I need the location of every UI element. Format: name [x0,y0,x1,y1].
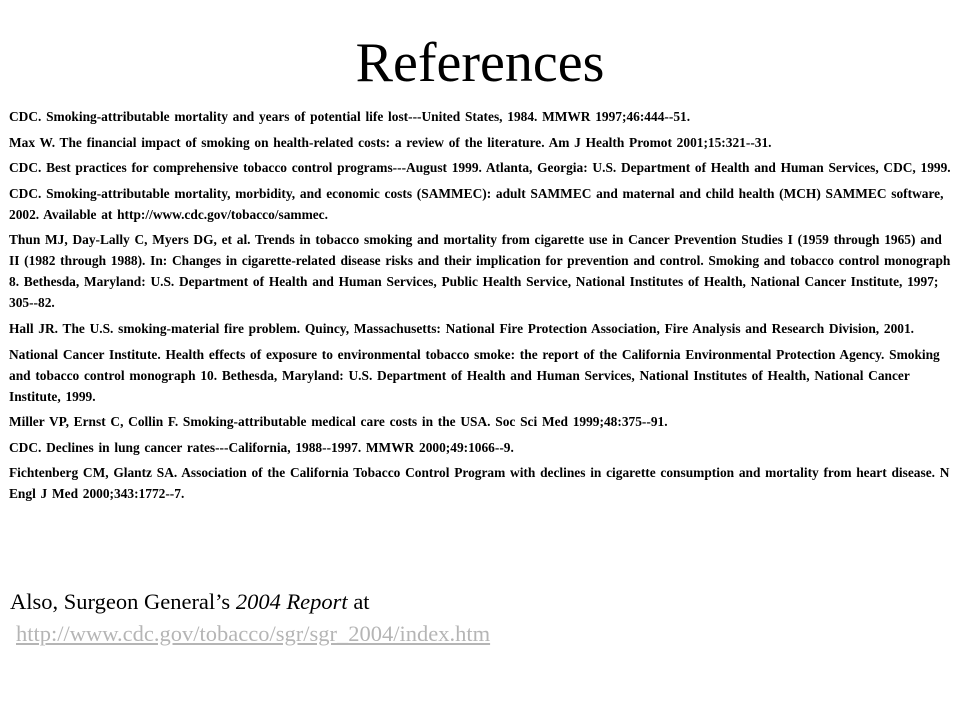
also-prefix: Also, Surgeon General’s [10,589,236,614]
also-text [10,587,950,617]
reference-item: CDC. Declines in lung cancer rates---California, 1988--1997. MMWR 2000;49:1066--9. [9,439,514,455]
reference-item: CDC. Smoking-attributable mortality and years of potential life lost---United States, 1984. MMWR 1997;46:444--51. [9,109,691,124]
also-suffix: at [347,589,370,614]
reference-item: CDC. Best practices for comprehensive tobacco control programs---August 1999. Atlanta, Georgia: U.S. Department of Health and Human Services, CDC, 1999. [9,160,951,176]
report-link[interactable]: http://www.cdc.gov/tobacco/sgr/sgr_2004/index.htm [16,621,491,646]
reference-item: Fichtenberg CM, Glantz SA. Association of the California Tobacco Control Program with declines in cigarette consumption and mortality from heart disease. N Engl J Med 2000;343:1772--7. [9,465,950,502]
slide-title: References [355,32,605,94]
reference-item: Hall JR. The U.S. smoking-material fire problem. Quincy, Massachusetts: National Fire Protection Association, Fire Analysis and Research Division, 2001. [9,320,915,336]
reference-item: Max W. The financial impact of smoking on health-related costs: a review of the literature. Am J Health Promot 2001;15:321--31. [9,134,772,150]
link-line [16,619,950,649]
report-title: 2004 Report [235,589,348,614]
reference-item: Thun MJ, Day-Lally C, Myers DG, et al. Trends in tobacco smoking and mortality from cigarette use in Cancer Prevention Studies I (1959 through 1965) and II (1982 through 1988). In: Changes in cigarette-related disease risks and their implication for prevention and control. Smoking and tobacco control monograph 8. Bethesda, Maryland: U.S. Department of Health and Human Services, Public Health Service, National Institutes of Health, National Cancer Institute, 1997; 305--82. [9,232,951,311]
reference-item: Miller VP, Ernst C, Collin F. Smoking-attributable medical care costs in the USA. Soc Sci Med 1999;48:375--91. [9,414,668,430]
reference-list [9,106,951,509]
reference-item: CDC. Smoking-attributable mortality, morbidity, and economic costs (SAMMEC): adult SAMMEC and maternal and child health (MCH) SAMMEC software, 2002. Available at http://www.cdc.gov/tobacco/sammec. [9,185,944,222]
surgeon-general-note [10,587,950,649]
reference-item: National Cancer Institute. Health effects of exposure to environmental tobacco smoke: the report of the California Environmental Protection Agency. Smoking and tobacco control monograph 10. Bethesda, Maryland: U.S. Department of Health and Human Services, National Institutes of Health, National Cancer Institute, 1999. [9,346,940,404]
